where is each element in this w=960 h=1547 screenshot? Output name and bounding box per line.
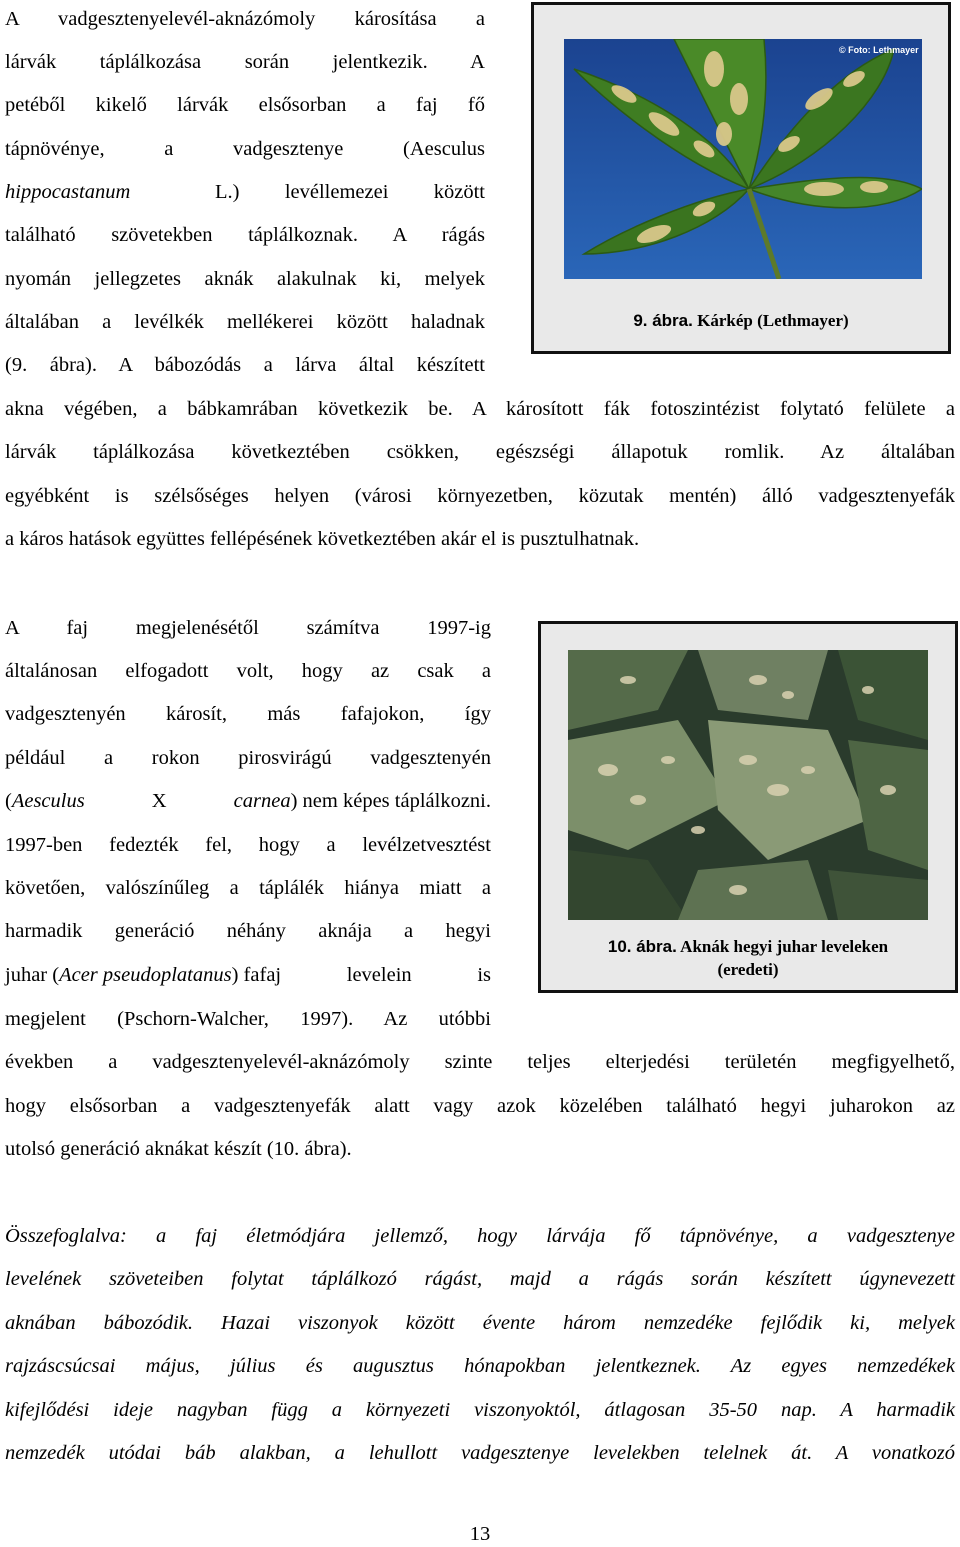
text-line: A faj megjelenésétől számítva 1997-ig [5,617,491,639]
text-line: a káros hatások együttes fellépésének következtében akár el is pusztulhatnak. [5,528,640,550]
text-line [5,962,491,988]
text-segment [215,179,485,205]
figure-10-frame [538,621,958,993]
text-line: (9. ábra). A bábozódás a lárva által készített [5,354,485,376]
figure-10-photo [568,650,928,920]
text-line: 1997-ben fedezték fel, hogy a levélzetvesztést [5,834,491,856]
text-segment [234,788,491,814]
text-segment: levelein [346,964,412,986]
figure-10-caption [541,935,955,981]
text-line: utolsó generáció aknákat készít (10. ábra). [5,1138,352,1160]
text-segment: tápnövénye, a vadgesztenye (Aesculus [5,138,485,160]
text-line [5,136,485,162]
text-line: hogy elsősorban a vadgesztenyefák alatt vagy azok közelében található hegyi juharokon az [5,1095,955,1117]
species-name: carnea [233,790,291,812]
text-line: harmadik generáció néhány aknája a hegyi [5,920,491,942]
text-line: években a vadgesztenyelevél-aknázómoly szinte teljes elterjedési területén megfigyelhető, [5,1051,955,1073]
figure-9-caption [534,309,948,332]
text-segment [5,962,281,988]
figure-number: 10. ábra. [607,937,677,956]
page-number: 13 [469,1523,491,1545]
text-line: lárvák táplálkozása során jelentkezik. A [5,51,485,73]
text-line: található szövetekben táplálkoznak. A rágás [5,224,485,246]
text-segment: ( [5,790,12,812]
text-segment: ) nem képes táplálkozni. [290,790,491,812]
text-line: nyomán jellegzetes aknák alakulnak ki, melyek [5,268,485,290]
text-line: rajzáscsúcsai május, július és augusztus hónapokban jelentkeznek. Az egyes nemzedékek [5,1355,955,1377]
text-line: általánosan elfogadott volt, hogy az csak a [5,660,491,682]
text-segment [5,788,85,814]
text-segment: L.) levéllemezei között [215,181,485,203]
text-line: Összefoglalva: a faj életmódjára jellemző, hogy lárvája fő tápnövénye, a vadgesztenye [5,1225,955,1247]
text-line: általában a levélkék mellékerei között haladnak [5,311,485,333]
text-line: kifejlődési ideje nagyban függ a környezeti viszonyoktól, átlagosan 35-50 nap. A harmadik [5,1399,955,1421]
text-segment: juhar ( [5,964,60,986]
text-line [5,179,485,205]
figure-number: 9. ábra. [633,311,693,330]
text-line: aknában bábozódik. Hazai viszonyok között évente három nemzedéke fejlődik ki, melyek [5,1312,955,1334]
figure-9-photo [564,39,922,279]
text-line: vadgesztenyén károsít, más fafajokon, így [5,703,491,725]
text-line: megjelent (Pschorn-Walcher, 1997). Az utóbbi [5,1008,491,1030]
text-line: akna végében, a bábkamrában következik be. A károsított fák fotoszintézist folytató felülete a [5,398,955,420]
maple-leaves-image [568,650,928,920]
text-line: egyébként is szélsőséges helyen (városi környezetben, közutak mentén) álló vadgesztenyefák [5,485,955,507]
text-line: például a rokon pirosvirágú vadgesztenyén [5,747,491,769]
chestnut-leaf-image [564,39,922,279]
caption-line: (eredeti) [717,960,779,979]
text-segment: ) fafaj [231,964,282,986]
photo-credit: © Foto: Lethmayer [839,45,919,55]
text-segment: is [477,964,491,986]
text-line: A vadgesztenyelevél-aknázómoly károsítása a [5,8,485,30]
text-line: levelének szöveteiben folytat táplálkozó rágást, majd a rágás során készített úgynevezett [5,1268,955,1290]
text-line [5,788,491,814]
species-name: Aesculus [11,790,85,812]
species-name: hippocastanum [5,181,131,203]
species-name: Acer pseudoplatanus [59,964,232,986]
caption-text: Aknák hegyi juhar leveleken [676,937,889,956]
caption-text: Kárkép (Lethmayer) [692,311,849,330]
caption-line [541,935,955,958]
text-line: nemzedék utódai báb alakban, a lehullott vadgesztenye levelekben telelnek át. A vonatkozó [5,1442,955,1464]
text-line: petéből kikelő lárvák elsősorban a faj fő [5,94,485,116]
text-line: követően, valószínűleg a táplálék hiánya miatt a [5,877,491,899]
text-line: lárvák táplálkozása következtében csökken, egészségi állapotuk romlik. Az általában [5,441,955,463]
text-segment: X [151,790,167,812]
figure-9-frame [531,2,951,354]
